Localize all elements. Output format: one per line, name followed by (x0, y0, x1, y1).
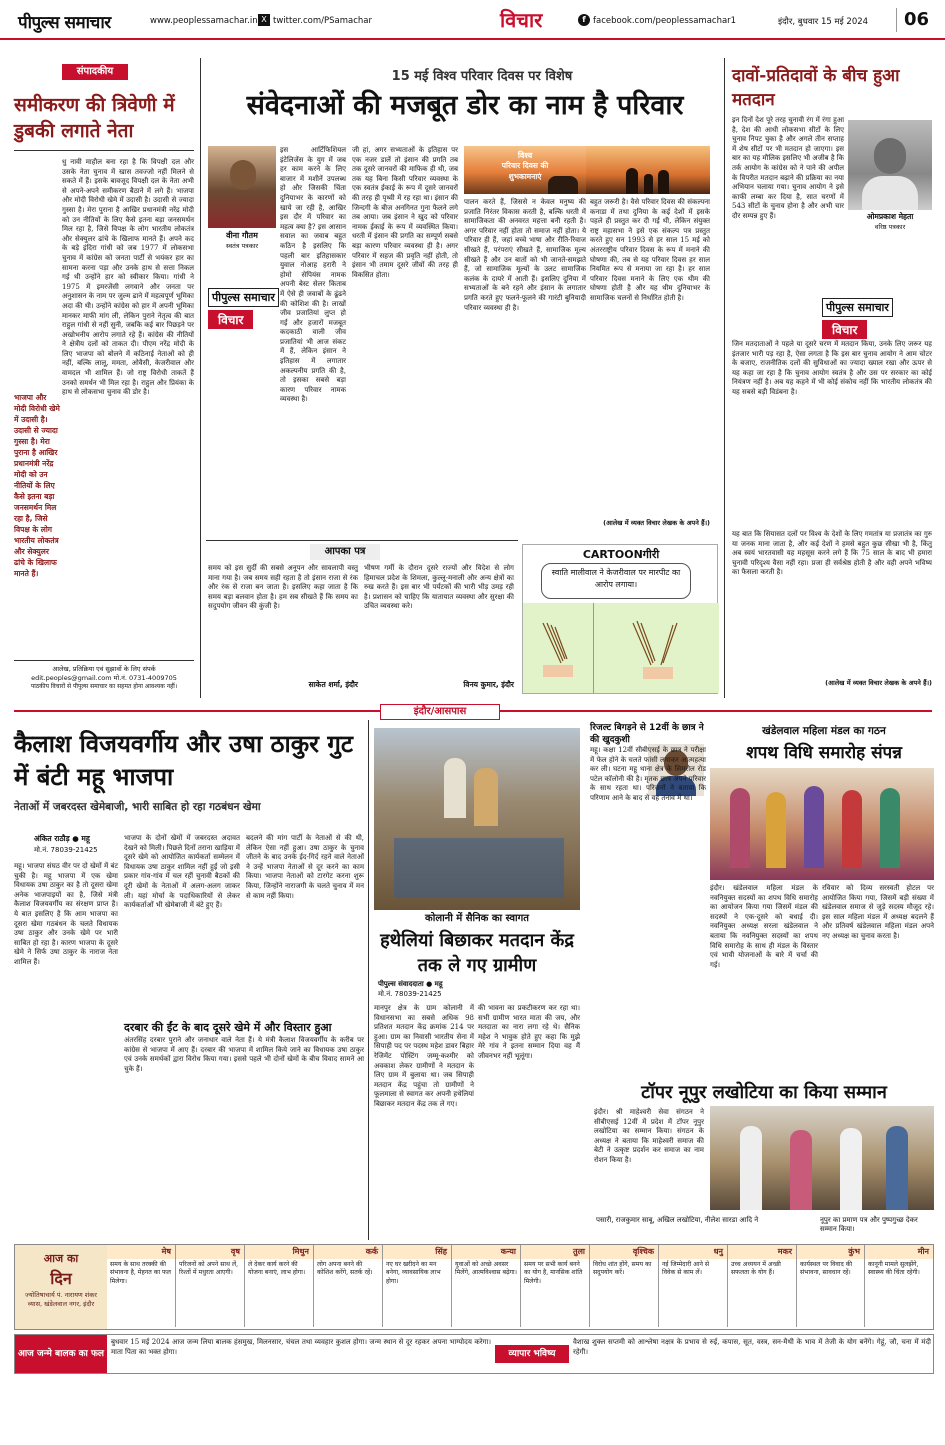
trade-label: व्यापार भविष्य (495, 1345, 569, 1363)
rashi-text: परिजनों को अपने साथ लें, रिश्तों में मधुरता आएगी। (179, 1261, 239, 1277)
rashi-text: युवाओं को अच्छे अवसर मिलेंगे, आत्मविश्वास बढ़ेगा। (455, 1261, 517, 1277)
mhow-headline: कैलाश विजयवर्गीय और उषा ठाकुर गुट में बंटी महू भाजपा (14, 730, 353, 791)
vichar-tag-2: विचार (822, 320, 867, 339)
family-image-caption-2: परिवार दिवस की (501, 161, 549, 170)
rashi-name: मकर (728, 1245, 796, 1259)
letter-2: भीषण गर्मी के दौरान दूसरे राज्यों और विदेश से लोग हिमाचल प्रदेश के शिमला, कुल्लू-मनाली और अन्य क्षेत्रों का रुख करते हैं। इस बार भी पर्यटकों की भारी भीड़ उमड़ रही है। प्रशासन को चाहिए कि यातायात व्यवस्था और सुरक्षा की उचित व्यवस्था करे। (364, 564, 514, 611)
family-disclaimer: (आलेख में व्यक्त विचार लेखक के अपने हैं।) (603, 519, 710, 527)
editorial-footer-3: पाठकीय विचारों से पीपुल्स समाचार का सहमत होना आवश्यक नहीं। (30, 683, 178, 690)
nupur-caption-2: नूपुर का प्रमाण पत्र और पुष्पगुच्छ देकर सम्मान किया। (820, 1216, 918, 1233)
vichar-tag: विचार (208, 310, 253, 329)
village-body-2: की भावना का प्रकटीकरण कर रहा था। सभी ग्रामीण भारत माता की जय, और मतदाता का नारा लगा रहे थे। सैनिक महेश ने भावुक होते हुए कहा कि मुझे मेरे गांव ने इतना सम्मान दिया वह मैं जीवनभर नहीं भूलूंगा। (478, 1004, 580, 1060)
bottom-strip (14, 1334, 934, 1374)
peoples-logo-text-2: पीपुल्स समाचार (822, 298, 893, 317)
nupur-headline: टॉपर नूपुर लखोटिया का किया सम्मान (641, 1082, 887, 1103)
editorial-footer-2[interactable]: edit.peoples@gmail.com मो.नं. 0731-4009705 (31, 674, 177, 682)
debate-body-2: जिन मतदाताओं ने पहले या दूसरे चरण में मतदान किया, उनके लिए जरूर यह इंतजार भारी पड़ रहा है, ऐसा लगता है कि इस बार चुनाव आयोग ने आम चोटर के बजाए, राजनीतिक दलों की सुविधाओं का ज्यादा ख्याल रखा और ऊपर से यह कहा जा रहा है कि चुनाव आयोग स्वतंत्र है और उस पर सरकार का कोई नियंत्रण नहीं है। अब यह कहने में भी कोई संकोच नहीं कि भारतीय लोकतंत्र की यह सबसे बड़ी विडंबना है। (732, 340, 932, 396)
rashi-text: नए घर खरीदने का मन बनेगा, व्यावसायिक लाभ होगा। (386, 1261, 441, 1285)
column-rule-3 (368, 720, 369, 1240)
cartoon-drawing (523, 603, 719, 693)
village-byline: पीपुल्स संवाददाता ● महू (378, 980, 443, 988)
masthead-url[interactable]: www.peoplessamachar.in (150, 16, 258, 26)
author-role-veena: स्वतंत्र पत्रकार (225, 242, 259, 250)
khandelwal-body-1: इंदौर। खंडेलवाल महिला मंडल के नवनियुक्त सदस्यों का शपथ विधि समारोह का आयोजन किया गया जिसमें मंडल की सदस्यों ने एक-दूसरे को बधाई दी। नवनियुक्त अध्यक्ष सरला खंडेलवाल ने बताया कि नवनियुक्त सदस्यों का शपथ विधि समारोह के साथ ही मंडल के विस्तार एवं भावी योजनाओं के बारे में चर्चा की गई। (710, 884, 818, 969)
family-col-1b (208, 330, 346, 520)
family-day-image (464, 146, 586, 194)
letter-2-sign: विनय कुमार, इंदौर (463, 680, 514, 689)
rashi-kanya (452, 1245, 521, 1327)
village-caption: कोलानी में सैनिक का स्वागत (425, 913, 529, 924)
masthead-logo[interactable]: पीपुल्स समाचार (18, 13, 111, 33)
cartoon-box (522, 544, 718, 694)
rashi-name: मेष (107, 1245, 175, 1259)
peoples-logo-debate (822, 296, 932, 339)
family-col-2: जी हां, अगर सभ्यताओं के इतिहास पर एक नजर डालें तो इंसान की प्रगति तब तक दूसरे जानवरों की माफिक ही थी, जब तक यह बिना किसी परिवार व्यवस्था के एक स्वतंत्र ईकाई के रूप में दूसरे जानवरों की तरह ही पृथ्वी में रह रहा था। इंसान की जिन्दगी के बीज अनगिनत गुना फैलने लगे तब आया। जब इंसान ने खुद को परिवार नामक ईकाई के रूप में व्यवस्थित किया। धरती में इंसान की प्रगति का सम्पूर्ण सबसे बड़ा कारण परिवार व्यवस्था ही है। अगर परिवार में सहज की प्रवृति नहीं होती, तो इंसान भी तमाम दूसरे जीवों की तरह ही विकसित होता। (352, 146, 458, 279)
mhow-phone: मो.नं. 78039-21425 (34, 846, 98, 854)
village-phone: मो.नं. 78039-21425 (378, 990, 442, 998)
rashi-name: कन्या (452, 1245, 520, 1259)
debate-body-3: यह बात कि सियासत दलों पर विश्व के देशों के लिए गमतांत्र या प्रजातंत्र का गुरु या जनक माना जाता है, और कई देशों ने हमसे बहुत कुछ सीखा भी है, किंतु अब स्वयं भारतवासी यह महसूस करने लगे हैं कि 75 साल के बाद भी हमारा चुनावी परिदृश्य वैसा नहीं रहा। प्रजा ही सर्वश्रेष्ठ होती है और वही अपने भविष्य का फैसला करती है। (732, 530, 932, 577)
khandelwal-kicker: खंडेलवाल महिला मंडल का गठन (762, 725, 886, 737)
suicide-kicker: रिजल्ट बिगड़ने से 12वीं के छात्र ने की खुदकुशी (590, 723, 704, 745)
rashi-grid (107, 1245, 933, 1329)
family-image-caption-1: विश्व (517, 151, 533, 160)
aaj-ka-label: आज का (43, 1252, 79, 1265)
rashi-dhanu (659, 1245, 728, 1327)
letters-title: आपका पत्र (310, 544, 380, 560)
debate-body-1: इन दिनों देश पूरे तरह चुनावी रंग में रंगा हुआ है, देश की आधी लोकसभा सीटों के लिए चुनाव निपट चुका है और अगले तीन सप्ताह में शेष सीटों पर भी मतदान हो जाएगा। इस बार का यह मौलिक इसलिए भी अजीब है कि तर्क आयोग के कांग्रेस को ने पाने की अपील के विपरीत मतदान बढ़ाने की प्रक्रिया का नया अभियान चलाया गया। चुनाव आयोग ने इसे काफी लम्बा कर दिया है, सात चरणों में 543 सीटों के चुनाव होना है और अभी चार दौर सम्पन्न हुए हैं। (732, 116, 844, 220)
rashi-text: समय पर सभी कार्य बनने का योग है, मानसिक शांति मिलेगी। (524, 1261, 583, 1285)
din-label: दिन (50, 1269, 72, 1288)
masthead-facebook[interactable]: facebook.com/peoplessamachar1 (593, 16, 737, 26)
masthead-dateline: इंदौर, बुधवार 15 मई 2024 (778, 17, 869, 27)
editorial-footer-rule (14, 660, 194, 661)
rashi-mithun (245, 1245, 314, 1327)
rashi-vrish (176, 1245, 245, 1327)
village-headline: हथेलियां बिछाकर मतदान केंद्र तक ले गए ग्रामीण (380, 930, 574, 976)
family-silhouette-icon (548, 176, 578, 194)
rashi-kark (314, 1245, 383, 1327)
khandelwal-photo (710, 768, 934, 880)
rashi-text: कार्यस्थल पर विवाद की संभावना, सावधान रहें। (800, 1261, 853, 1277)
khandelwal-headline: शपथ विधि समारोह संपन्न (746, 743, 902, 763)
rashi-kumbh (797, 1245, 865, 1327)
rashi-singh (383, 1245, 452, 1327)
family-kicker: 15 मई विश्व परिवार दिवस पर विशेष (391, 69, 573, 84)
mhow-deck: नेताओं में जबरदस्त खेमेबाजी, भारी साबित हो रहा गठबंधन खेमा (14, 801, 261, 813)
rashi-text: लोग अपना बनने की कोशिश करेंगे, सतर्क रहें। (317, 1261, 373, 1277)
rashi-tula (521, 1245, 590, 1327)
editorial-divider (14, 150, 194, 151)
peoples-logo-text: पीपुल्स समाचार (208, 288, 279, 307)
rashi-text: ले देकर कार्य करने की योजना बनाएं, लाभ होगा। (248, 1261, 306, 1277)
cartoon-title: CARTOONगीरी (582, 548, 660, 561)
masthead-section: विचार (500, 8, 543, 32)
rashifal-strip (14, 1244, 934, 1330)
mhow-sub-body: अंतरसिंह दरबार पुराने और जनाधार वाले नेता हैं। ये मंत्री कैलाश विजयवर्गीय के करीब पर कांग्रेस से भाजपा में आए हैं। दरबार की भाजपा में शामिल किये जाने का विधायक उषा ठाकुर एवं उनके समर्थकों द्वारा विरोध किया गया। इससे पहले भी दोनों खेमों के बीच विवाद सामने आ चुके हैं। (124, 1036, 364, 1073)
family-col-3: पालन करते हैं, जिससे न केवल मनुष्य की प्रजाति निरंतर विकास करती है, बल्कि धरती में सामाजिकता की अनवरत महत्ता बनी रहती है। अगर परिवार नहीं होता तो समाज नहीं होता। ये परिवार ही हैं, जहां बच्चे भाषा और रीति-रिवाज सीखते हैं, परंपराएं सीखते हैं, सामाजिक मूल्य सीखते हैं और उन बातों को भी जानते-समझते हैं, जो सामाजिक मूल्यों के उलट सामाजिक कलंक के दायरे में आती हैं। इसलिए दुनिया में सभ्यताओं के बने रहने और इंसान के लगातार प्रगति करते हुए फलने-फूलने की गारंटी बुनियादी परिवार व्यवस्था ही है। (464, 198, 586, 312)
mhow-subhead: दरबार की ईंट के बाद दूसरे खेमे में और विस्तार हुआ (124, 1021, 332, 1034)
rashi-makar (728, 1245, 797, 1327)
author-role-omprakash: वरिष्ठ पत्रकार (874, 223, 906, 231)
rashi-name: कर्क (314, 1245, 382, 1259)
rashi-name: तुला (521, 1245, 589, 1259)
section-label: इंदौर/आसपास (380, 704, 500, 720)
rashi-mesh (107, 1245, 176, 1327)
rashi-text: उच्च अध्ययन में अच्छी सफलता के योग हैं। (731, 1261, 781, 1277)
khandelwal-body-2: रविवार को दिव्य सरस्वती होटल पर आयोजित किया गया, जिसमें बड़ी संख्या में खंडेलवाल समाज से जुड़े सदस्य मौजूद रहे। इस साल महिला मंडल में अध्यक्ष बदलने हैं और प्रतिवर्ष खंडेलवाल महिला मंडल अपने नए अध्यक्ष का चुनाव करता है। (822, 884, 934, 940)
family-col-4: बहुत जरूरी है। वैसे परिवार दिवस की संकल्पना कनाडा में तथा दुनिया के कई देशों में इसके पहले ही प्रस्तुत कर दी गई थी, लेकिन संयुक्त राष्ट्र महासभा ने इसे एक संकल्प पत्र प्रस्तुत करते हुए सन 1993 से हर साल 15 मई को अंतरराष्ट्रीय परिवार दिवस के रूप में मनाने की घोषणा की, तब से यह परिवार दिवस हर साल नियमित रूप से मनाया जा रहा है। हर साल परिवार दिवस मनाने के लिए एक थीम की घोषणा होती है और यह थीम दुनियाभर के सामाजिक चलनों से निर्धारित होती है। (590, 198, 710, 302)
mhow-col-1: महू। भाजपा संघठ वीर पर दो खेमों में बंट चुकी है। महू भाजपा में एक खेमा विधायक उषा ठाकुर का है तो दूसरा खेमा अनेक भाजपाइयों का है, जिसे मंत्री कैलाश विजयवर्गीय का संरक्षण प्राप्त है। ये बात इसलिए है कि आम भाजपा का दूसरा खेमा गठबंधन के चलते विधायक उषा ठाकुर और उनके खेमे पर भारी साबित हो रहा है। कारण भाजपा के दूसरे खेमे ने सिर्फ उषा ठाकुर के नाराज नेता शामिल हैं। (14, 862, 118, 966)
family-image-caption-3: शुभकामनाएं (508, 172, 542, 181)
debate-disclaimer: (आलेख में व्यक्त विचार लेखक के अपने हैं।) (825, 679, 932, 687)
suicide-body: महू। कक्षा 12वीं सीबीएसई के छात्र ने परीक्षा में फेल होने के चलते फांसी लगाकर आत्महत्या कर ली। घटना महू थाना क्षेत्र के सिमरोल रोड पटेल कॉलोनी की है। मृतक छात्र अपने परिवार के साथ रहता था। परिजनों ने बताया कि परिणाम आने के बाद से वह तनाव में था। (590, 746, 706, 802)
rashi-name: वृश्चिक (590, 1245, 658, 1259)
family-headline: संवेदनाओं की मजबूत डोर का नाम है परिवार (246, 90, 684, 121)
author-name-omprakash: ओमप्रकाश मेहता (866, 212, 914, 221)
editorial-pullquote: भाजपा और मोदी विरोधी खेमे में उदासी है। उदासी से ज्यादा गुस्सा है। मेरा पुराना है आखिर प्रधानमंत्री नरेंद्र मोदी को उन नीतियों के लिए कैसे इतना बड़ा जनसमर्थन मिल रहा है, जिसे विपक्ष के लोग भारतीय लोकतंत्र और सेक्युलर ढांचे के खिलाफ मानते हैं। (14, 393, 60, 578)
twitter-icon: X (258, 14, 270, 26)
astrologer-credit: ज्योतिषाचार्य पं. नारायण शंकर व्यास, खंडेलवाल नगर, इंदौर (25, 1291, 97, 1308)
masthead-twitter[interactable]: twitter.com/PSamachar (273, 16, 372, 26)
cartoon-caption: स्वाति मालीवाल ने केजरीवाल पर मारपीट का आरोप लगाया। (541, 563, 691, 599)
born-label: आज जन्मे बालक का फल (15, 1335, 107, 1373)
masthead (0, 0, 945, 40)
aaj-ka-din-box (15, 1245, 107, 1329)
editorial-body: धु नावी माहौल बना रहा है कि विपक्षी दल और उसके नेता चुनाव में खास तवज्जो नहीं मिलने से सकते में हैं। इसके बावजूद विपक्षी दल के नेता अभी से अपने-अपने समीकरण बैठाने में लगे हैं। भाजपा और मोदी विरोधी खेमे में उदासी है। उदासी से ज्यादा गुस्सा है। मेरा पुराना है आखिर प्रधानमंत्री नरेंद्र मोदी को उन नीतियों के लिए कैसे इतना बड़ा जनसमर्थन मिल रहा है, जिसे विपक्ष के लोग भारतीय लोकतंत्र और सेक्युलर ढांचे के खिलाफ मानते हैं। अपने कद के बड़े इंदिरा गांधी को जब 1977 में लोकसभा चुनाव में कांग्रेस को जनता पार्टी से भयंकर हार का सामना करना पड़ा और उनके हाथ से सत्ता निकल गई थी उन्होंने हार को स्वीकार किया। गांधी ने 1975 में इमरजेंसी लगवाने और जनता पर अनुशासन के नाम पर जुल्म ढाने में महत्वपूर्ण भूमिका अदा की थी। उन्होंने कांग्रेस को हार में अपनी भूमिका मानकर माफी मांग ली, लेकिन पुराने नेतृत्व की बात राहुल गांधी से नहीं सुनी, जबकि कई बार पिछड़ने पर अखोभनीय आरोप लगाते रहे हैं। कांग्रेस की नीतियों ने क्षेत्रीय दलों को ताकत दी। पीएम नरेंद्र मोदी के लिए भाजपा को बोलने में कठिनाई नेताओं को ही नहीं, बल्कि लालू, ममता, ओवैसी, केजरीवाल और वामदल भी शामिल हैं। जो राष्ट्र विरोधी ताकतें हैं उनको समर्थन भी मिल रहा है। राहुल और प्रियंका के हाथ से लोकसभा चुनाव की डोर है। (62, 158, 194, 397)
rashi-name: धनु (659, 1245, 727, 1259)
rashi-text: कानूनी मामले सुलझेंगे, स्वास्थ्य की चिंता रहेगी। (868, 1261, 920, 1277)
letters-top-rule (206, 540, 518, 541)
mhow-col-2: भाजपा के दोनों खेमों में जबरदस्त अदावत देखने को मिली। पिछले दिनों तराना खाड़िया में दूसरे खेमे को आयोजित कार्यकर्ता सम्मेलन में विधायक उषा ठाकुर शामिल नहीं हुईं जो इसी प्रकार गांव-गांव में चल रहीं चुनावी बैठकों की दूरी खेमों के नेताओं में अलग-अलग जाकर ली। यहां मोर्चा के पदाधिकारियों से लेकर कार्यकर्ताओं भी खेमेबाजी में बंटे हुए हैं। (124, 834, 240, 910)
page-number: 06 (896, 8, 936, 32)
editorial-footer-1: आलेख, प्रतिक्रिया एवं सुझावों के लिए संपर्क (52, 665, 156, 673)
editorial-title: समीकरण की त्रिवेणी में डुबकी लगाते नेता (14, 94, 175, 142)
rashi-name: मीन (865, 1245, 933, 1259)
rashi-text: विरोध शांत होंगे, समय का सदुपयोग करें। (593, 1261, 652, 1277)
editorial-label: संपादकीय (62, 64, 128, 80)
author-photo-veena (208, 146, 276, 228)
debate-headline: दावों-प्रतिदावों के बीच हुआ मतदान (732, 66, 900, 110)
rashi-name: सिंह (383, 1245, 451, 1259)
nupur-caption-1: पसारी, राजकुमार साबू, अखिल लखोटिया, नीलेश सारडा आदि ने (596, 1216, 759, 1224)
mhow-byline: अंकित राठौड़ ● महू (34, 834, 90, 843)
village-body-1: मानपुर क्षेत्र के ग्राम कोलानी में विधानसभा का सबसे अधिक 98 प्रतिशत मतदान केंद्र क्रमांक 214 पर हुआ। ग्राम का निवासी भारतीय सेना में सिपाही पद पर पदस्थ महेश डावर बिहार रेजिमेंट पोस्टिंग जम्मू-कश्मीर को अवकाश लेकर ग्रामीणों ने मतदान के लिए ग्राम में बुलाया था। जब सिपाही मतदान केंद्र पहुंचा तो ग्रामीणों ने फूलमाला से स्वागत कर अपनी हथेलियां बिछाकर मतदान केंद्र तक ले गए। (374, 1004, 474, 1108)
rashi-text: समय के साथ तरक्की की संभावना है, मेहनत का फल मिलेगा। (110, 1261, 171, 1285)
column-rule-2 (724, 58, 725, 698)
rashi-text: नई जिम्मेदारी आने से विवेक से काम लें। (662, 1261, 710, 1277)
nupur-photo (710, 1106, 934, 1210)
column-rule-1 (200, 58, 201, 698)
letter-1: समय को इस सुर्दी की सबसे अनूपन और सावलापी वस्तु माना गया है। जब समय सही रहता है तो इंसान राजा से रंक और रंक से राजा बन जाता है। इसलिए कहा जाता है कि समय बड़ा बलवान होता है। हम सब सीखते हैं कि समय का सदुपयोग जीवन की कुंजी है। (208, 564, 358, 611)
facebook-icon: f (578, 14, 590, 26)
mhow-col-3: बदलने की मांग पार्टी के नेताओं से की थी, लेकिन ऐसा नहीं हुआ। उषा ठाकुर के चुनाव जीतने के बाद उनके ईद-गिर्द रहने वाले नेताओं ने उन्हें भाजपा नेताओं से दूर करने का काम किया। भाजपा नेताओं को टारगेट करना शुरू किया, जिन्होंने नाराजगी के चलते चुनाव में मन से काम नहीं किया। (246, 834, 364, 900)
author-name-veena: वीना गौतम (226, 231, 258, 240)
rashi-name: मिथुन (245, 1245, 313, 1259)
trade-text: वैशाख शुक्ल सप्तमी को आश्लेषा नक्षत्र के प्रभाव से रुई, कपास, सूत, वस्त्र, सन-मैथी के भाव में तेजी के योग बनेंगे। गेहूं, जौ, चना में मंदी रहेगी। (573, 1338, 931, 1356)
rashi-meen (865, 1245, 933, 1327)
soldier-welcome-photo (374, 728, 580, 910)
family-image-right (586, 146, 710, 194)
born-text: बुधवार 15 मई 2024 आज जन्म लिया बालक हंसमुख, मिलनसार, चंचल तथा व्यवहार कुशल होगा। जन्म स्थान से दूर रहकर अपना भाग्योदय करेगा। माता पिता का भक्त होगा। (111, 1338, 491, 1356)
nupur-body: इंदौर। श्री माहेश्वरी सेवा संगठन ने सीबीएसई 12वीं में प्रदेश में टॉपर नूपुर लखोटिया का सम्मान किया। संगठन के अध्यक्ष ने बताया कि माहेश्वरी समाज की बेटी ने उत्कृष्ट प्रदर्शन कर समाज का नाम रोशन किया है। (594, 1108, 704, 1164)
editorial-body-cont (14, 158, 58, 388)
author-photo-omprakash (848, 120, 932, 210)
rashi-name: कुंभ (797, 1245, 864, 1259)
family-col-1: इस आर्टिफिशियल इंटेलिजेंस के युग में जब हर काम करने के लिए बाजार में मशीनें उपलब्ध हो और जिसकी चिंता दुनियाभर के कारणों को खाये जा रही है, आखिर इस दौर में परिवार का महत्व क्या है? इस आसान सवाल का जवाब बहुत कठिन है इसलिए कि पहली बार इतिहासकार युवाल नोआह हरारी ने होमो सेपियंस नामक अपनी बेस्ट सेलर किताब में ऐसे ही जवाबों के ढूंढने की कोशिश की है। लाखों जीव प्रजातियां लुप्त हो गईं और हजारों मजबूत कदकाठी वाली जीव प्रजातियां भी आज संकट में हैं, लेकिन इंसान ने इतिहास में लगातार अकल्पनीय प्रगति की है, तो इसका सबसे बड़ा कारण परिवार नामक व्यवस्था है। (280, 146, 346, 404)
rashi-name: वृष (176, 1245, 244, 1259)
letter-1-sign: साकेत शर्मा, इंदौर (308, 680, 358, 689)
rashi-vrishchik (590, 1245, 659, 1327)
